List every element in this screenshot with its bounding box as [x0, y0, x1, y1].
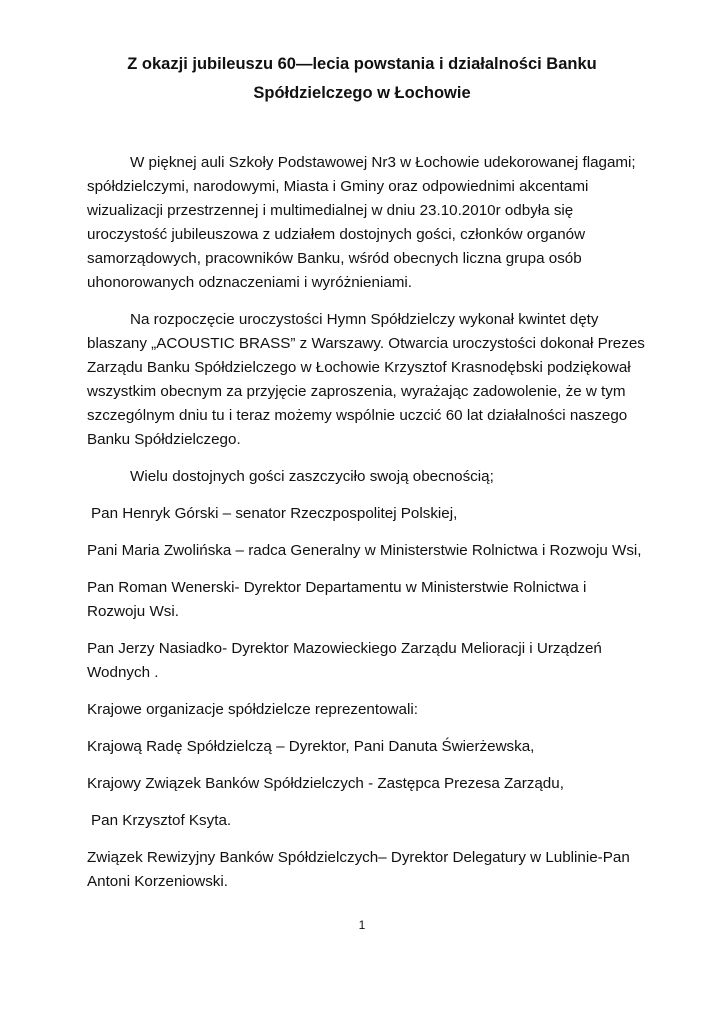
guest-entry: Pan Henryk Górski – senator Rzeczpospolitej Polskiej,: [91, 505, 458, 522]
page-number: 1: [358, 918, 366, 932]
document-body: [87, 151, 647, 907]
document-title: [60, 50, 664, 108]
organization-entry: Pan Krzysztof Ksyta.: [91, 812, 232, 829]
title-line-2: Spółdzielczego w Łochowie: [253, 84, 471, 102]
paragraph-guests-intro: Wielu dostojnych gości zaszczyciło swoją obecnością;: [130, 468, 494, 485]
guest-entry: Pan Roman Wenerski- Dyrektor Departamentu w Ministerstwie Rolnictwa i Rozwoju Wsi.: [87, 579, 587, 620]
title-line-1: Z okazji jubileuszu 60—lecia powstania i działalności Banku: [127, 55, 597, 73]
guest-entry: Pani Maria Zwolińska – radca Generalny w Ministerstwie Rolnictwa i Rozwoju Wsi,: [87, 542, 642, 559]
organization-entry: Związek Rewizyjny Banków Spółdzielczych– Dyrektor Delegatury w Lublinie-Pan Antoni Korzeniowski.: [87, 849, 630, 890]
paragraph-opening: Na rozpoczęcie uroczystości Hymn Spółdzielczy wykonał kwintet dęty blaszany „ACOUSTIC BRASS” z Warszawy. Otwarcia uroczystości dokonał Prezes Zarządu Banku Spółdzielczego w Łochowie Krzysztof Krasnodębski podziękował wszystkim obecnym za przyjęcie zaproszenia, wyrażając zadowolenie, że w tym szczególnym dniu tu i teraz możemy wspólnie uczcić 60 lat działalności naszego Banku Spółdzielczego.: [87, 311, 645, 448]
organization-entry: Krajową Radę Spółdzielczą – Dyrektor, Pani Danuta Świerżewska,: [87, 738, 535, 755]
guest-entry: Pan Jerzy Nasiadko- Dyrektor Mazowieckiego Zarządu Melioracji i Urządzeń Wodnych .: [87, 640, 602, 681]
paragraph-intro: W pięknej auli Szkoły Podstawowej Nr3 w Łochowie udekorowanej flagami; spółdzielczymi, narodowymi, Miasta i Gminy oraz odpowiednimi akcentami wizualizacji przestrzennej i multimedialnej w dniu 23.10.2010r odbyła się uroczystość jubileuszowa z udziałem dostojnych gości, członków organów samorządowych, pracowników Banku, wśród obecnych liczna grupa osób uhonorowanych odznaczeniami i wyróżnieniami.: [87, 154, 636, 291]
organization-entry: Krajowy Związek Banków Spółdzielczych - Zastępca Prezesa Zarządu,: [87, 775, 564, 792]
paragraph-organizations-intro: Krajowe organizacje spółdzielcze reprezentowali:: [87, 701, 418, 718]
